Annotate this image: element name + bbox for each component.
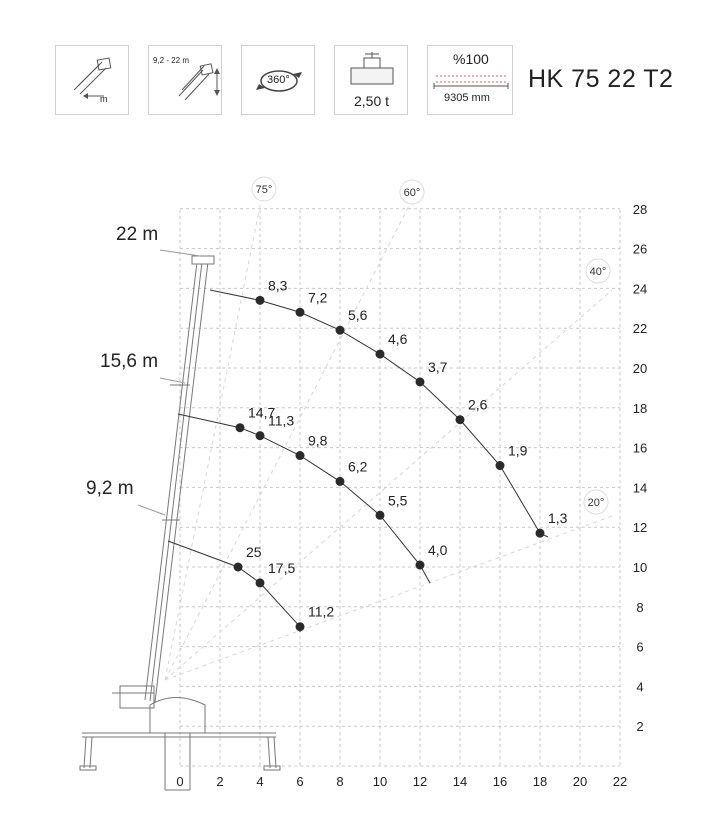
- y-tick-label-6: 14: [632, 480, 648, 496]
- load-point-0-7: [536, 529, 545, 538]
- outrigger-percent-label: %100: [453, 51, 489, 67]
- boom-length-label-1: [100, 351, 185, 383]
- angle-label-1: [400, 180, 424, 204]
- load-point-1-5: [416, 561, 425, 570]
- load-label-2-0: 25: [246, 544, 262, 560]
- y-tick-label-12: 26: [632, 241, 648, 257]
- angle-line-3: [165, 516, 612, 680]
- load-label-0-1: 7,2: [308, 289, 328, 306]
- rotation-label: 360°: [267, 74, 290, 86]
- svg-text:75°: 75°: [255, 184, 273, 196]
- x-tick-label-8: 16: [492, 774, 508, 789]
- load-label-0-3: 4,6: [388, 331, 408, 348]
- load-label-1-3: 6,2: [348, 458, 368, 475]
- angle-label-2: [586, 259, 610, 283]
- load-label-2-2: 11,2: [308, 603, 335, 620]
- load-point-0-2: [336, 326, 345, 335]
- y-tick-label-13: 28: [632, 201, 648, 217]
- load-label-0-2: 5,6: [348, 307, 368, 324]
- load-curve-2: [168, 541, 300, 632]
- load-label-0-7: 1,3: [548, 510, 568, 527]
- x-tick-label-3: 6: [296, 774, 304, 789]
- load-label-2-1: 17,5: [268, 559, 296, 576]
- load-point-0-1: [296, 308, 305, 317]
- load-point-0-3: [376, 350, 385, 359]
- load-point-0-4: [416, 377, 425, 386]
- y-tick-label-7: 16: [632, 440, 648, 456]
- angle-lines: [165, 196, 612, 680]
- load-point-2-0: [234, 563, 243, 572]
- x-tick-label-10: 20: [572, 774, 588, 789]
- x-tick-label-6: 12: [412, 774, 428, 789]
- y-tick-label-5: 12: [632, 520, 648, 536]
- svg-text:15,6 m: 15,6 m: [100, 351, 159, 372]
- load-point-1-0: [236, 423, 245, 432]
- load-label-0-0: 8,3: [268, 277, 288, 294]
- x-tick-label-0: 0: [176, 774, 184, 789]
- y-tick-label-1: 4: [636, 679, 644, 695]
- load-point-1-3: [336, 477, 345, 486]
- boom-extension-label: 9,2 - 22 m: [153, 56, 190, 65]
- load-label-0-5: 2,6: [468, 396, 488, 413]
- load-point-0-0: [256, 296, 265, 305]
- y-tick-label-11: 24: [632, 281, 648, 297]
- load-label-1-0: 14,7: [248, 404, 276, 421]
- load-point-2-2: [296, 622, 305, 631]
- boom-length-label: m: [100, 94, 108, 104]
- model-name: HK 75 22 T2: [528, 65, 674, 93]
- angle-labels: [252, 177, 610, 514]
- y-tick-label-4: 10: [632, 560, 648, 575]
- svg-text:60°: 60°: [403, 187, 421, 199]
- load-label-1-4: 5,5: [388, 492, 408, 509]
- svg-text:22 m: 22 m: [116, 224, 159, 245]
- load-point-0-5: [456, 415, 465, 424]
- load-point-1-4: [376, 511, 385, 520]
- y-tick-label-2: 6: [636, 639, 644, 655]
- svg-text:9,2 m: 9,2 m: [86, 478, 134, 499]
- angle-label-3: [584, 490, 608, 514]
- angle-line-2: [165, 290, 612, 680]
- load-points: [234, 277, 568, 631]
- y-tick-label-8: 18: [632, 400, 648, 416]
- load-point-2-1: [256, 578, 265, 587]
- chart-grid: [180, 209, 620, 766]
- x-tick-label-7: 14: [452, 774, 468, 789]
- load-label-0-6: 1,9: [508, 442, 528, 459]
- x-tick-label-5: 10: [372, 774, 388, 789]
- max-load-label: 2,50 t: [354, 93, 390, 109]
- load-point-0-6: [496, 461, 505, 470]
- x-tick-label-1: 2: [216, 774, 224, 789]
- load-label-1-2: 9,8: [308, 432, 328, 449]
- x-tick-label-9: 18: [532, 774, 548, 789]
- load-label-1-5: 4,0: [428, 542, 448, 559]
- angle-line-1: [165, 196, 414, 680]
- load-point-1-2: [296, 451, 305, 460]
- load-label-1-1: 11,3: [268, 412, 295, 429]
- outrigger-width-label: 9305 mm: [444, 92, 490, 104]
- x-tick-label-11: 22: [612, 774, 628, 789]
- x-axis-ticks: [176, 774, 627, 789]
- angle-label-0: [252, 177, 276, 201]
- load-point-1-1: [256, 431, 265, 440]
- svg-text:20°: 20°: [587, 497, 605, 509]
- y-axis-ticks: [633, 202, 647, 734]
- boom-length-label-0: [116, 224, 200, 256]
- x-tick-label-2: 4: [256, 774, 264, 789]
- svg-text:40°: 40°: [589, 266, 607, 278]
- y-tick-label-9: 20: [632, 361, 648, 376]
- y-tick-label-0: 2: [636, 719, 644, 735]
- x-tick-label-4: 8: [336, 774, 344, 789]
- load-label-0-4: 3,7: [428, 358, 448, 375]
- boom-length-label-2: [86, 478, 165, 515]
- y-tick-label-10: 22: [632, 321, 648, 337]
- y-tick-label-3: 8: [636, 599, 644, 615]
